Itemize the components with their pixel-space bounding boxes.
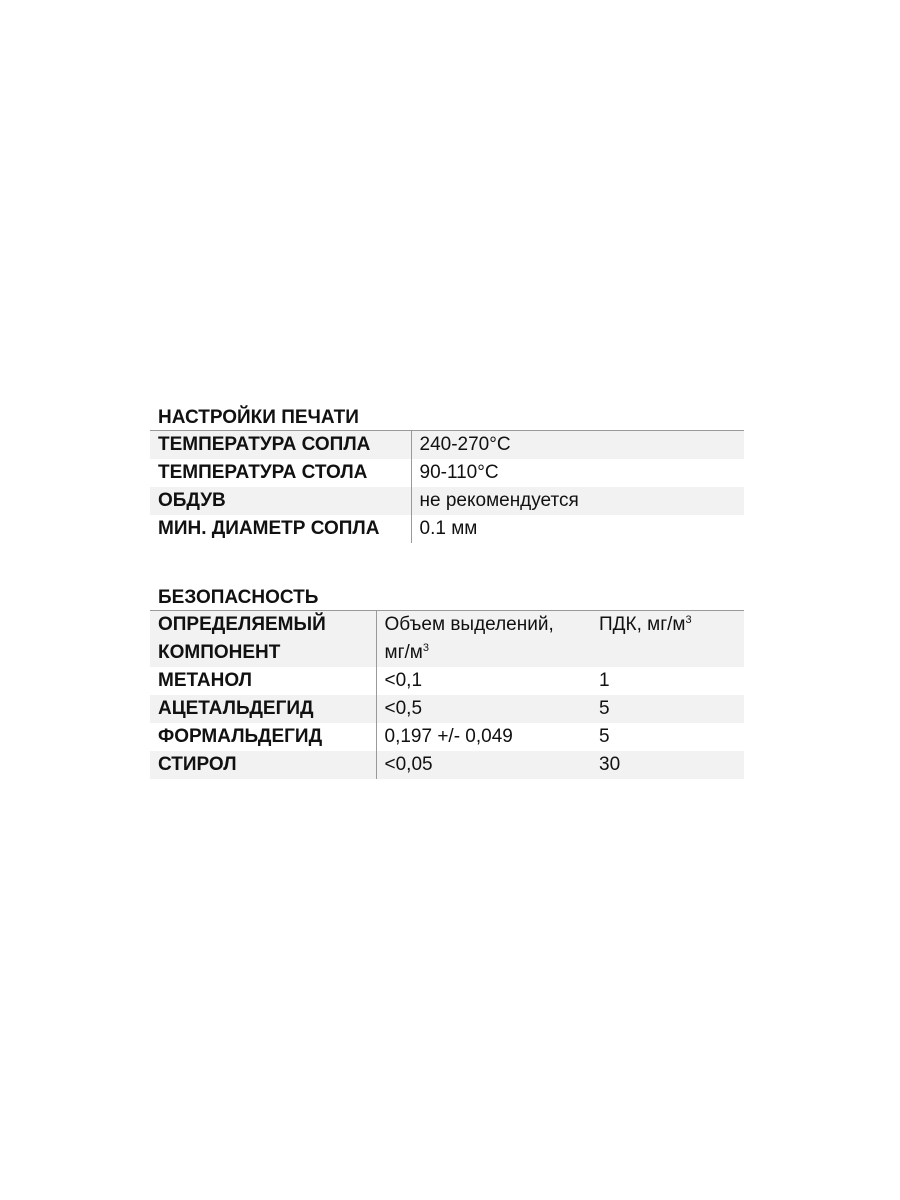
superscript: 3 xyxy=(422,642,429,654)
setting-value: не рекомендуется xyxy=(411,487,744,515)
superscript: 3 xyxy=(685,614,692,626)
table-header-row xyxy=(150,611,744,668)
setting-label: МИН. ДИАМЕТР СОПЛА xyxy=(150,515,411,543)
component-name: АЦЕТАЛЬДЕГИД xyxy=(150,695,376,723)
print-settings-title: НАСТРОЙКИ ПЕЧАТИ xyxy=(158,407,359,428)
setting-value: 0.1 мм xyxy=(419,518,478,539)
limit-value: 5 xyxy=(591,695,744,723)
limit-value: 5 xyxy=(599,726,610,747)
volume-value: <0,5 xyxy=(376,695,591,723)
table-row xyxy=(150,667,744,695)
table-row xyxy=(150,431,744,460)
table-row xyxy=(150,751,744,779)
column-header-component xyxy=(150,611,376,668)
volume-value: 0,197 +/- 0,049 xyxy=(384,726,513,747)
setting-label: ТЕМПЕРАТУРА СОПЛА xyxy=(150,431,411,460)
limit-value: 1 xyxy=(599,670,610,691)
setting-label: ОБДУВ xyxy=(150,487,411,515)
volume-value: <0,05 xyxy=(376,751,591,779)
print-settings-table xyxy=(150,430,744,543)
table-row xyxy=(150,695,744,723)
header-text: ПДК, мг/м xyxy=(599,614,686,635)
table-row xyxy=(150,515,744,543)
setting-value: 90-110°C xyxy=(419,462,499,483)
volume-value: <0,1 xyxy=(384,670,423,691)
header-text: Объем выделений, xyxy=(384,614,554,635)
header-text: КОМПОНЕНТ xyxy=(158,642,281,663)
column-header-limit xyxy=(591,611,744,668)
component-name: СТИРОЛ xyxy=(150,751,376,779)
component-name: МЕТАНОЛ xyxy=(150,667,376,695)
safety-section xyxy=(150,584,744,779)
table-row xyxy=(150,487,744,515)
setting-value: 240-270°C xyxy=(411,431,744,460)
safety-table xyxy=(150,610,744,779)
unit-text: мг/м xyxy=(384,642,423,663)
setting-label: ТЕМПЕРАТУРА СТОЛА xyxy=(150,459,411,487)
table-row xyxy=(150,459,744,487)
component-name: ФОРМАЛЬДЕГИД xyxy=(150,723,376,751)
column-header-volume xyxy=(376,611,591,668)
table-row xyxy=(150,723,744,751)
header-text xyxy=(385,639,584,667)
limit-value: 30 xyxy=(591,751,744,779)
header-text: ОПРЕДЕЛЯЕМЫЙ xyxy=(158,614,326,635)
print-settings-section xyxy=(150,404,744,543)
safety-title: БЕЗОПАСНОСТЬ xyxy=(158,587,319,608)
